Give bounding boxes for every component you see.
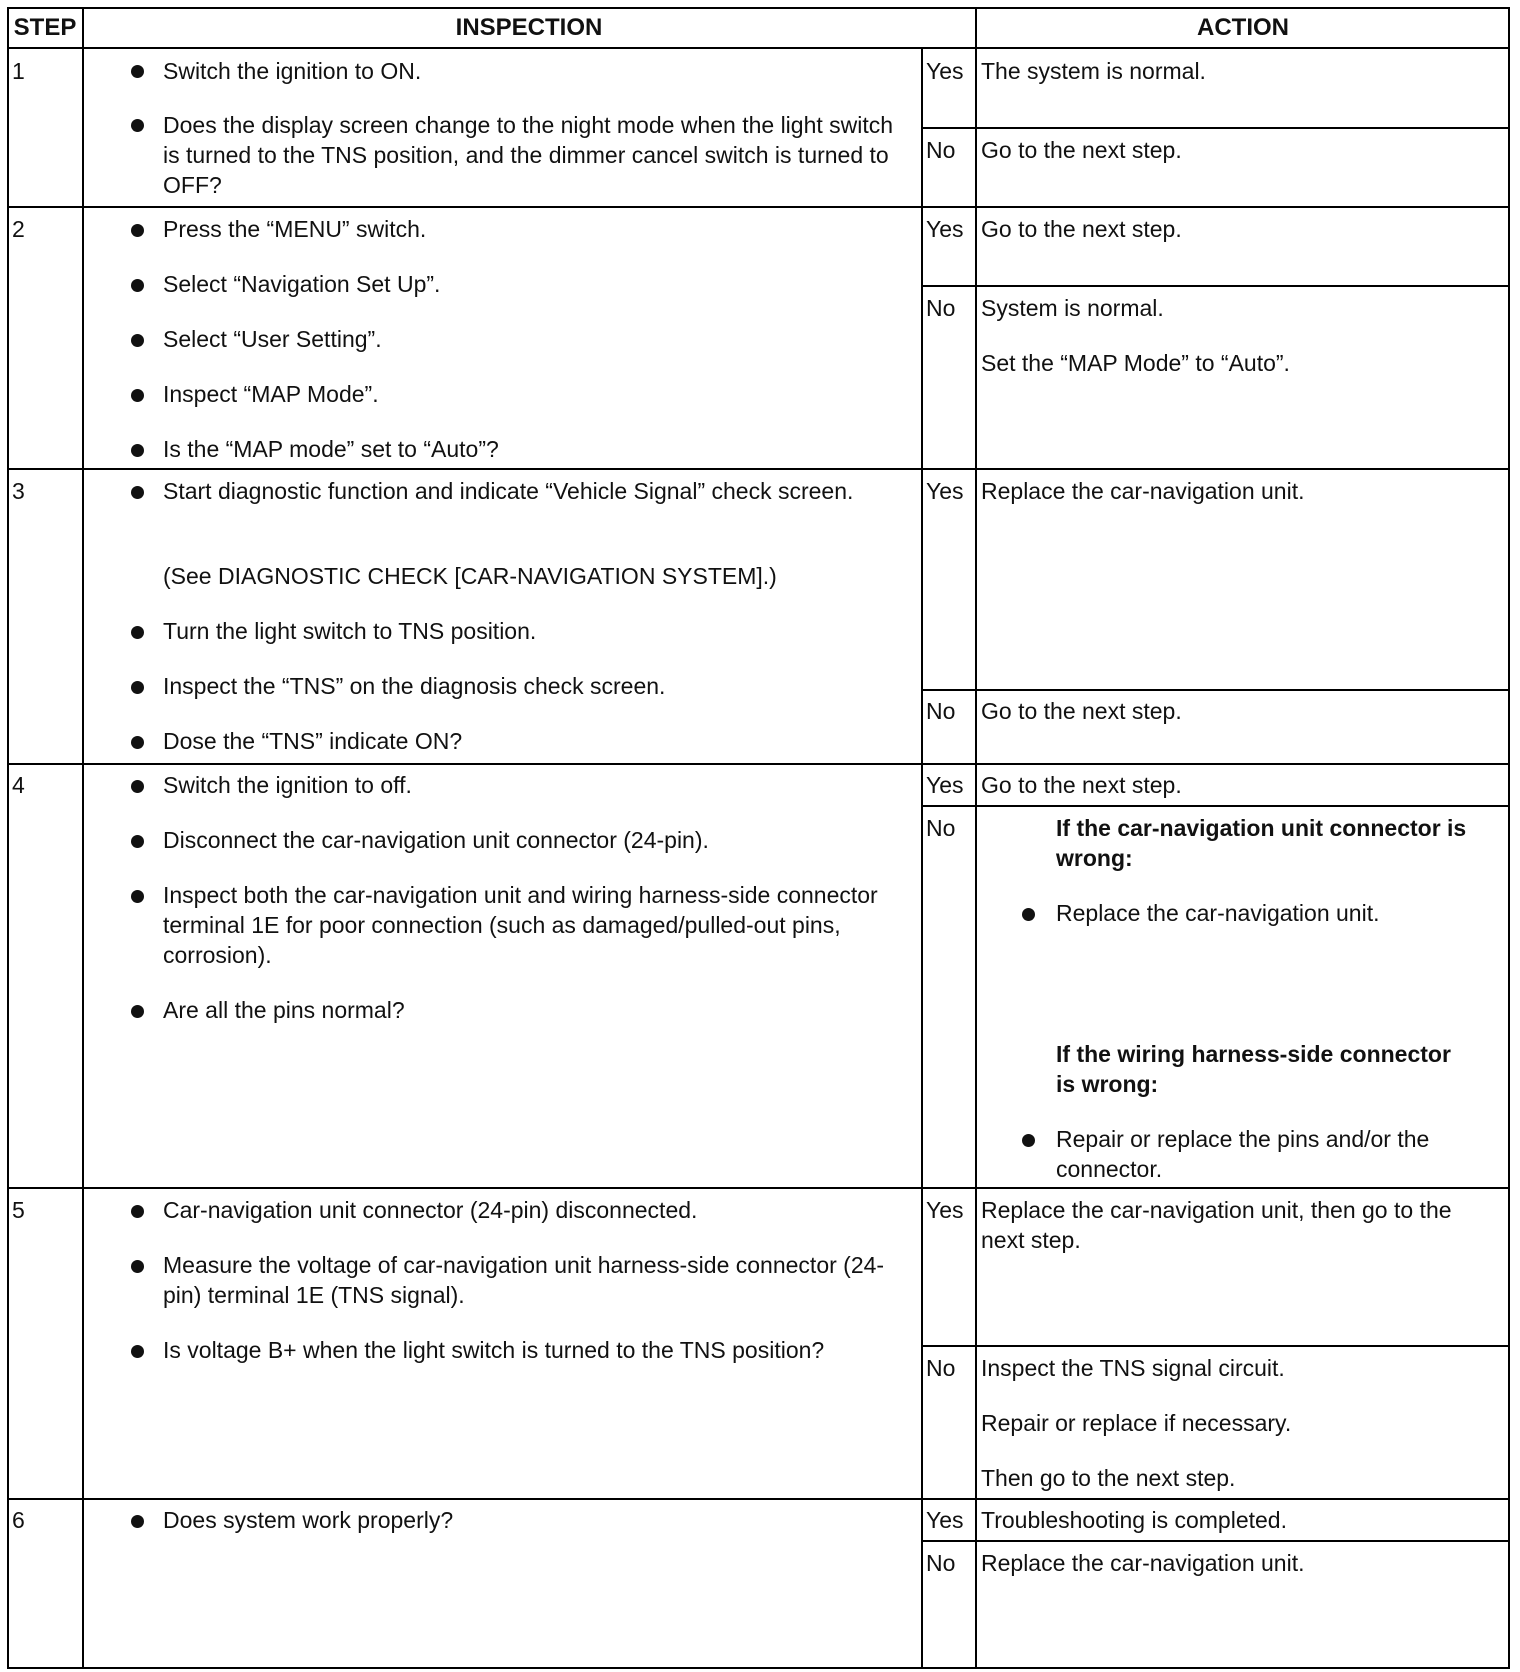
step-number: 3 bbox=[12, 478, 25, 504]
action-text: Repair or replace if necessary. bbox=[981, 1410, 1292, 1436]
inspection-item: Select “User Setting”. bbox=[163, 326, 382, 352]
step-number: 4 bbox=[12, 772, 25, 798]
step-number: 1 bbox=[12, 58, 25, 84]
bullet-icon bbox=[131, 119, 144, 132]
yes-no-divider bbox=[921, 1345, 1510, 1347]
bullet-icon bbox=[131, 389, 144, 402]
header-inspection: INSPECTION bbox=[455, 14, 603, 41]
inspection-item: Is the “MAP mode” set to “Auto”? bbox=[163, 436, 499, 462]
inspection-item: Car-navigation unit connector (24-pin) disconnected. bbox=[163, 1197, 698, 1223]
action-text: Replace the car-navigation unit. bbox=[981, 478, 1305, 504]
header-step: STEP bbox=[13, 14, 77, 41]
yes-no-divider bbox=[921, 805, 1510, 807]
action-text: Replace the car-navigation unit. bbox=[1056, 900, 1380, 926]
inspection-item: Does the display screen change to the night mode when the light switch is turned to the TNS position, and the dimmer cancel switch is turned to OFF? bbox=[163, 112, 894, 198]
step-number: 5 bbox=[12, 1197, 25, 1223]
answer-no: No bbox=[926, 295, 956, 321]
divider-answer-column bbox=[921, 48, 923, 1668]
action-subheading: If the wiring harness-side connector is wrong: bbox=[1056, 1041, 1451, 1097]
bullet-icon bbox=[1022, 908, 1035, 921]
yes-no-divider bbox=[921, 689, 1510, 691]
divider-inspection-action bbox=[975, 8, 977, 1668]
answer-yes: Yes bbox=[926, 58, 964, 84]
action-text: Troubleshooting is completed. bbox=[981, 1507, 1287, 1533]
bullet-icon bbox=[131, 1205, 144, 1218]
yes-no-divider bbox=[921, 285, 1510, 287]
action-text: Go to the next step. bbox=[981, 137, 1182, 163]
action-text: Inspect the TNS signal circuit. bbox=[981, 1355, 1285, 1381]
bullet-icon bbox=[1022, 1134, 1035, 1147]
inspection-item: Disconnect the car-navigation unit connector (24-pin). bbox=[163, 827, 709, 853]
inspection-item: Is voltage B+ when the light switch is turned to the TNS position? bbox=[163, 1337, 825, 1363]
answer-yes: Yes bbox=[926, 478, 964, 504]
inspection-item: Select “Navigation Set Up”. bbox=[163, 271, 441, 297]
inspection-item: Switch the ignition to ON. bbox=[163, 58, 422, 84]
header-action: ACTION bbox=[1197, 14, 1289, 41]
action-text: Replace the car-navigation unit, then go to the next step. bbox=[981, 1197, 1452, 1253]
bullet-icon bbox=[131, 486, 144, 499]
bullet-icon bbox=[131, 224, 144, 237]
bullet-icon bbox=[131, 334, 144, 347]
action-text: Replace the car-navigation unit. bbox=[981, 1550, 1305, 1576]
bullet-icon bbox=[131, 835, 144, 848]
row-divider bbox=[8, 763, 1510, 765]
action-text: Go to the next step. bbox=[981, 698, 1182, 724]
bullet-icon bbox=[131, 681, 144, 694]
answer-yes: Yes bbox=[926, 772, 964, 798]
inspection-item: Start diagnostic function and indicate “Vehicle Signal” check screen. bbox=[163, 478, 854, 504]
bullet-icon bbox=[131, 780, 144, 793]
divider-step-column bbox=[82, 8, 84, 1668]
inspection-item: Turn the light switch to TNS position. bbox=[163, 618, 537, 644]
bullet-icon bbox=[131, 444, 144, 457]
answer-no: No bbox=[926, 698, 956, 724]
action-text: Repair or replace the pins and/or the connector. bbox=[1056, 1126, 1430, 1182]
bullet-icon bbox=[131, 1515, 144, 1528]
answer-no: No bbox=[926, 815, 956, 841]
inspection-item: Are all the pins normal? bbox=[163, 997, 405, 1023]
action-text: Go to the next step. bbox=[981, 772, 1182, 798]
inspection-item: Press the “MENU” switch. bbox=[163, 216, 427, 242]
bullet-icon bbox=[131, 65, 144, 78]
inspection-item: Dose the “TNS” indicate ON? bbox=[163, 728, 463, 754]
answer-no: No bbox=[926, 1550, 956, 1576]
bullet-icon bbox=[131, 1345, 144, 1358]
yes-no-divider bbox=[921, 127, 1510, 129]
row-divider bbox=[8, 206, 1510, 208]
step-number: 2 bbox=[12, 216, 25, 242]
answer-yes: Yes bbox=[926, 216, 964, 242]
action-subheading: If the car-navigation unit connector is wrong: bbox=[1056, 815, 1467, 871]
action-text: Go to the next step. bbox=[981, 216, 1182, 242]
inspection-note: (See DIAGNOSTIC CHECK [CAR-NAVIGATION SYSTEM].) bbox=[163, 563, 777, 589]
answer-yes: Yes bbox=[926, 1507, 964, 1533]
row-divider bbox=[8, 1498, 1510, 1500]
bullet-icon bbox=[131, 736, 144, 749]
action-text: The system is normal. bbox=[981, 58, 1206, 84]
inspection-item: Inspect “MAP Mode”. bbox=[163, 381, 379, 407]
inspection-item: Switch the ignition to off. bbox=[163, 772, 412, 798]
inspection-item: Measure the voltage of car-navigation unit harness-side connector (24-pin) terminal 1E (TNS signal). bbox=[163, 1252, 885, 1308]
inspection-item: Inspect both the car-navigation unit and wiring harness-side connector terminal 1E for poor connection (such as damaged/pulled-out pins, corrosion). bbox=[163, 882, 878, 968]
bullet-icon bbox=[131, 279, 144, 292]
answer-yes: Yes bbox=[926, 1197, 964, 1223]
action-text: Then go to the next step. bbox=[981, 1465, 1236, 1491]
inspection-item: Inspect the “TNS” on the diagnosis check screen. bbox=[163, 673, 666, 699]
action-text: Set the “MAP Mode” to “Auto”. bbox=[981, 350, 1290, 376]
action-text: System is normal. bbox=[981, 295, 1164, 321]
bullet-icon bbox=[131, 626, 144, 639]
row-divider bbox=[8, 1187, 1510, 1189]
row-divider bbox=[8, 468, 1510, 470]
bullet-icon bbox=[131, 1005, 144, 1018]
inspection-item: Does system work properly? bbox=[163, 1507, 454, 1533]
step-number: 6 bbox=[12, 1507, 25, 1533]
bullet-icon bbox=[131, 890, 144, 903]
answer-no: No bbox=[926, 1355, 956, 1381]
yes-no-divider bbox=[921, 1540, 1510, 1542]
bullet-icon bbox=[131, 1260, 144, 1273]
answer-no: No bbox=[926, 137, 956, 163]
